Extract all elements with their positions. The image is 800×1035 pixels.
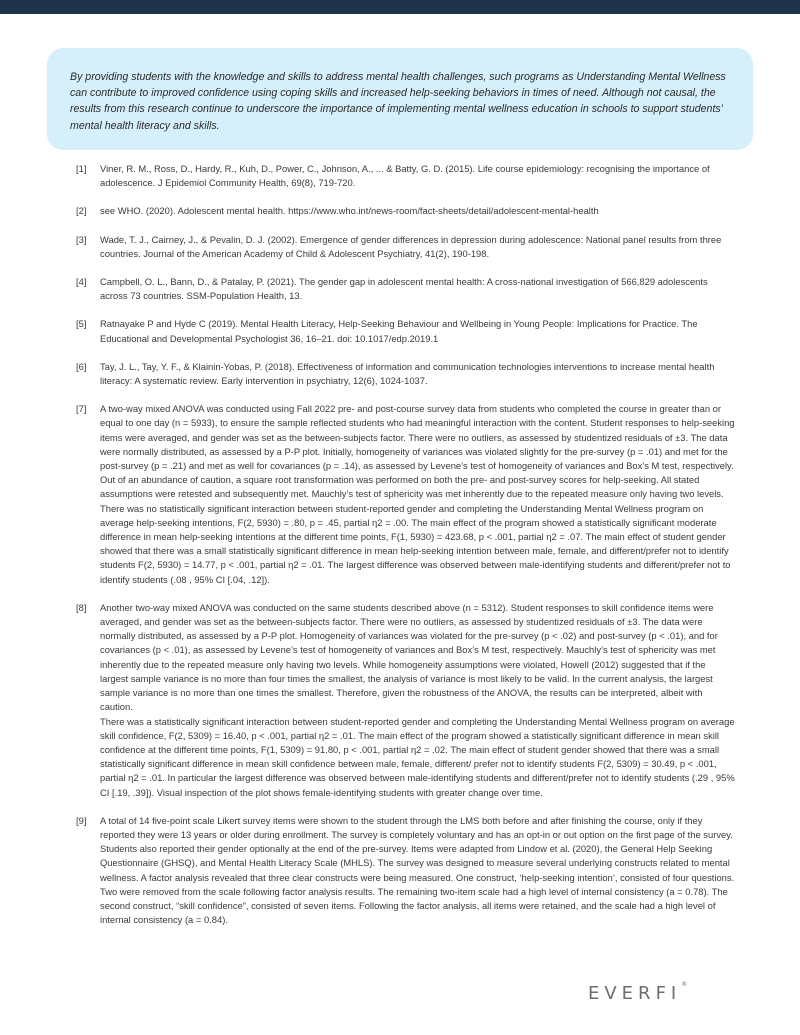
reference-body: [100, 601, 736, 800]
reference-paragraph: Another two-way mixed ANOVA was conducted on the same students described above (n = 5312). Student responses to skill confidence items were averaged, and gender was set as the between-subjects factor. There were no outliers, as assessed by studentized residuals of ±3. The data were normally distributed, as assessed by a P-P plot. Homogeneity of variances was violated for the pre-survey (p < .02) and post-survey (p < .01), and for covariances (p < .01), as assessed by Levene’s test of homogeneity of variances and Box’s M test, respectively. Mauchly’s test of sphericity was met inherently due to the repeated measure only having two levels. While homogeneity assumptions were violated, Howell (2012) suggested that if the largest sample variance is no more than four times the smallest, the analysis of variance is most likely to be valid. In the current analysis, the largest sample variance is no more than one times the smallest. Therefore, given the robustness of the ANOVA, the results can be interpreted, albeit with caution.: [100, 601, 718, 713]
reference-item: [76, 317, 736, 345]
header-bar: [0, 0, 800, 14]
reference-item: [76, 275, 736, 303]
reference-body: [100, 402, 736, 587]
reference-paragraph: Ratnayake P and Hyde C (2019). Mental Health Literacy, Help-Seeking Behaviour and Wellbeing in Young People: Implications for Practice. The Educational and Developmental Psychologist 36, 16–21. doi: 10.1017/edp.2019.1: [100, 318, 698, 344]
reference-number: [8]: [76, 601, 87, 613]
reference-body: [100, 360, 736, 388]
reference-body: [100, 233, 736, 261]
reference-body: [100, 162, 736, 190]
reference-number: [7]: [76, 403, 87, 415]
reference-paragraph: Wade, T. J., Cairney, J., & Pevalin, D. J. (2002). Emergence of gender differences in depression during adolescence: National panel results from three countries. Journal of the American Academy of Child & Adolescent Psychiatry, 41(2), 190-198.: [100, 233, 722, 259]
reference-body: [100, 275, 736, 303]
reference-body: [100, 317, 736, 345]
callout-text: By providing students with the knowledge and skills to address mental health challenges, such programs as Understanding Mental Wellness can contribute to improved confidence using coping skills and increased help-seeking behaviors in times of need. Although not causal, the results from this research continue to underscore the importance of implementing mental wellness education in schools to support students’ mental health literacy and skills.: [70, 71, 726, 132]
reference-item: [76, 162, 736, 190]
summary-callout: [47, 48, 753, 150]
reference-paragraph: Campbell, O. L., Bann, D., & Patalay, P. (2021). The gender gap in adolescent mental health: A cross-national investigation of 566,829 adolescents across 73 countries. SSM-Population Health, 13.: [100, 276, 708, 302]
reference-number: [1]: [76, 163, 87, 174]
reference-number: [2]: [76, 205, 87, 217]
reference-item: [76, 360, 736, 388]
reference-number: [6]: [76, 360, 87, 372]
reference-paragraph: There was a statistically significant interaction between student-reported gender and completing the Understanding Mental Wellness program on average skill confidence, F(2, 5309) = 16.40, p < .001, partial η2 = .01. The main effect of the program showed a statistically significant difference in mean skill confidence at the different time points, F(1, 5309) = 91.80, p < .001, partial η2 = .02. The main effect of student gender showed that there was a small statistically significant difference in mean skill confidence between male, female, different/ prefer not to identify students F(2, 5309) = 30.49, p < .001, partial η2 = .01. In particular the largest difference was observed between male-identifying students and different/prefer not to identify students (.29 , 95% CI [.19, .39]). Visual inspection of the plot shows female-identifying students with greater change over time.: [100, 715, 735, 798]
reference-number: [4]: [76, 276, 87, 288]
reference-number: [3]: [76, 233, 87, 245]
reference-number: [5]: [76, 318, 87, 330]
reference-item: [76, 204, 736, 218]
reference-paragraph: see WHO. (2020). Adolescent mental health. https://www.who.int/news-room/fact-sheets/detail/adolescent-mental-health: [100, 205, 599, 217]
reference-paragraph: A total of 14 five-point scale Likert survey items were shown to the student through the LMS both before and after finishing the course, only if they reported they were 13 years or older during enrollment. The survey is completely voluntary and has an opt-in or out option on the first page of the survey. Students also reported their gender optionally at the end of the pre-survey. Items were adapted from Lindow et al. (2020), the General Help Seeking Questionnaire (GHSQ), and Mental Health Literacy Scale (MHLS). The survey was designed to measure several underlying constructs related to mental wellness. A factor analysis revealed that three clear constructs were being measured. One construct, ‘help-seeking intention’, consisted of four questions. Two were removed from the scale following factor analysis results. The remaining two-item scale had a high level of internal consistency (a = 0.78). The second construct, “skill confidence”, consisted of seven items. Following the factor analysis, all items were retained, and the scale had a high level of internal consistency (a = 0.84).: [100, 814, 735, 926]
reference-body: [100, 204, 736, 218]
reference-item: [76, 233, 736, 261]
reference-paragraph: There was no statistically significant interaction between student-reported gender and completing the Understanding Mental Wellness program on average help-seeking intentions, F(2, 5930) = .80, p = .45, partial η2 = .00. The main effect of the program showed a statistically significant moderate difference in mean help-seeking intentions at the different time points, F(1, 5930) = 423.68, p < .001, partial η2 = .07. The main effect of student gender showed that there was a small statistically significant difference in mean help-seeking intention between male, female, and different/prefer not to identify students F(2, 5930) = 14.77, p < .001, partial η2 = .01. The largest difference was observed between male-identifying students and different/prefer not to identify students (.08 , 95% CI [.04, .12]).: [100, 502, 731, 585]
reference-paragraph: Viner, R. M., Ross, D., Hardy, R., Kuh, D., Power, C., Johnson, A., ... & Batty, G. D. (2015). Life course epidemiology: recognising the importance of adolescence. J Epidemiol Community Health, 69(8), 719-720.: [100, 163, 710, 189]
reference-paragraph: A two-way mixed ANOVA was conducted using Fall 2022 pre- and post-course survey data from students who completed the course in greater than or equal to one day (n = 5933), to ensure the sample reflected students who had meaningful interaction with the content. Student responses to help-seeking items were averaged, and gender was set as the between-subjects factor. There were no outliers, as assessed by studentized residuals of ±3. The data were normally distributed, as assessed by a P-P plot. Initially, homogeneity of variances was violated slightly for the pre-survey (p = .01) and met for the post-survey (p = .21) and met as well for covariances (p = .14), as assessed by Levene’s test of homogeneity of variances and Box’s M test, respectively. Out of an abundance of caution, a square root transformation was performed on both the pre- and post-survey scores for help-seeking. All stated assumptions were retested and subsequently met. Mauchly’s test of sphericity was met inherently due to the repeated measure only having two levels.: [100, 403, 735, 500]
registered-mark: ®: [681, 981, 688, 988]
reference-item: [76, 402, 736, 587]
reference-number: [9]: [76, 814, 87, 826]
reference-item: [76, 601, 736, 800]
reference-item: [76, 814, 736, 928]
reference-paragraph: Tay, J. L., Tay, Y. F., & Klainin-Yobas, P. (2018). Effectiveness of information and communication technologies interventions to increase mental health literacy: A systematic review. Early intervention in psychiatry, 12(6), 1024-1037.: [100, 360, 715, 387]
references-list: [76, 162, 736, 927]
reference-body: [100, 814, 736, 928]
logo-text: EVERFI: [588, 983, 682, 1004]
everfi-logo: [588, 983, 687, 1005]
